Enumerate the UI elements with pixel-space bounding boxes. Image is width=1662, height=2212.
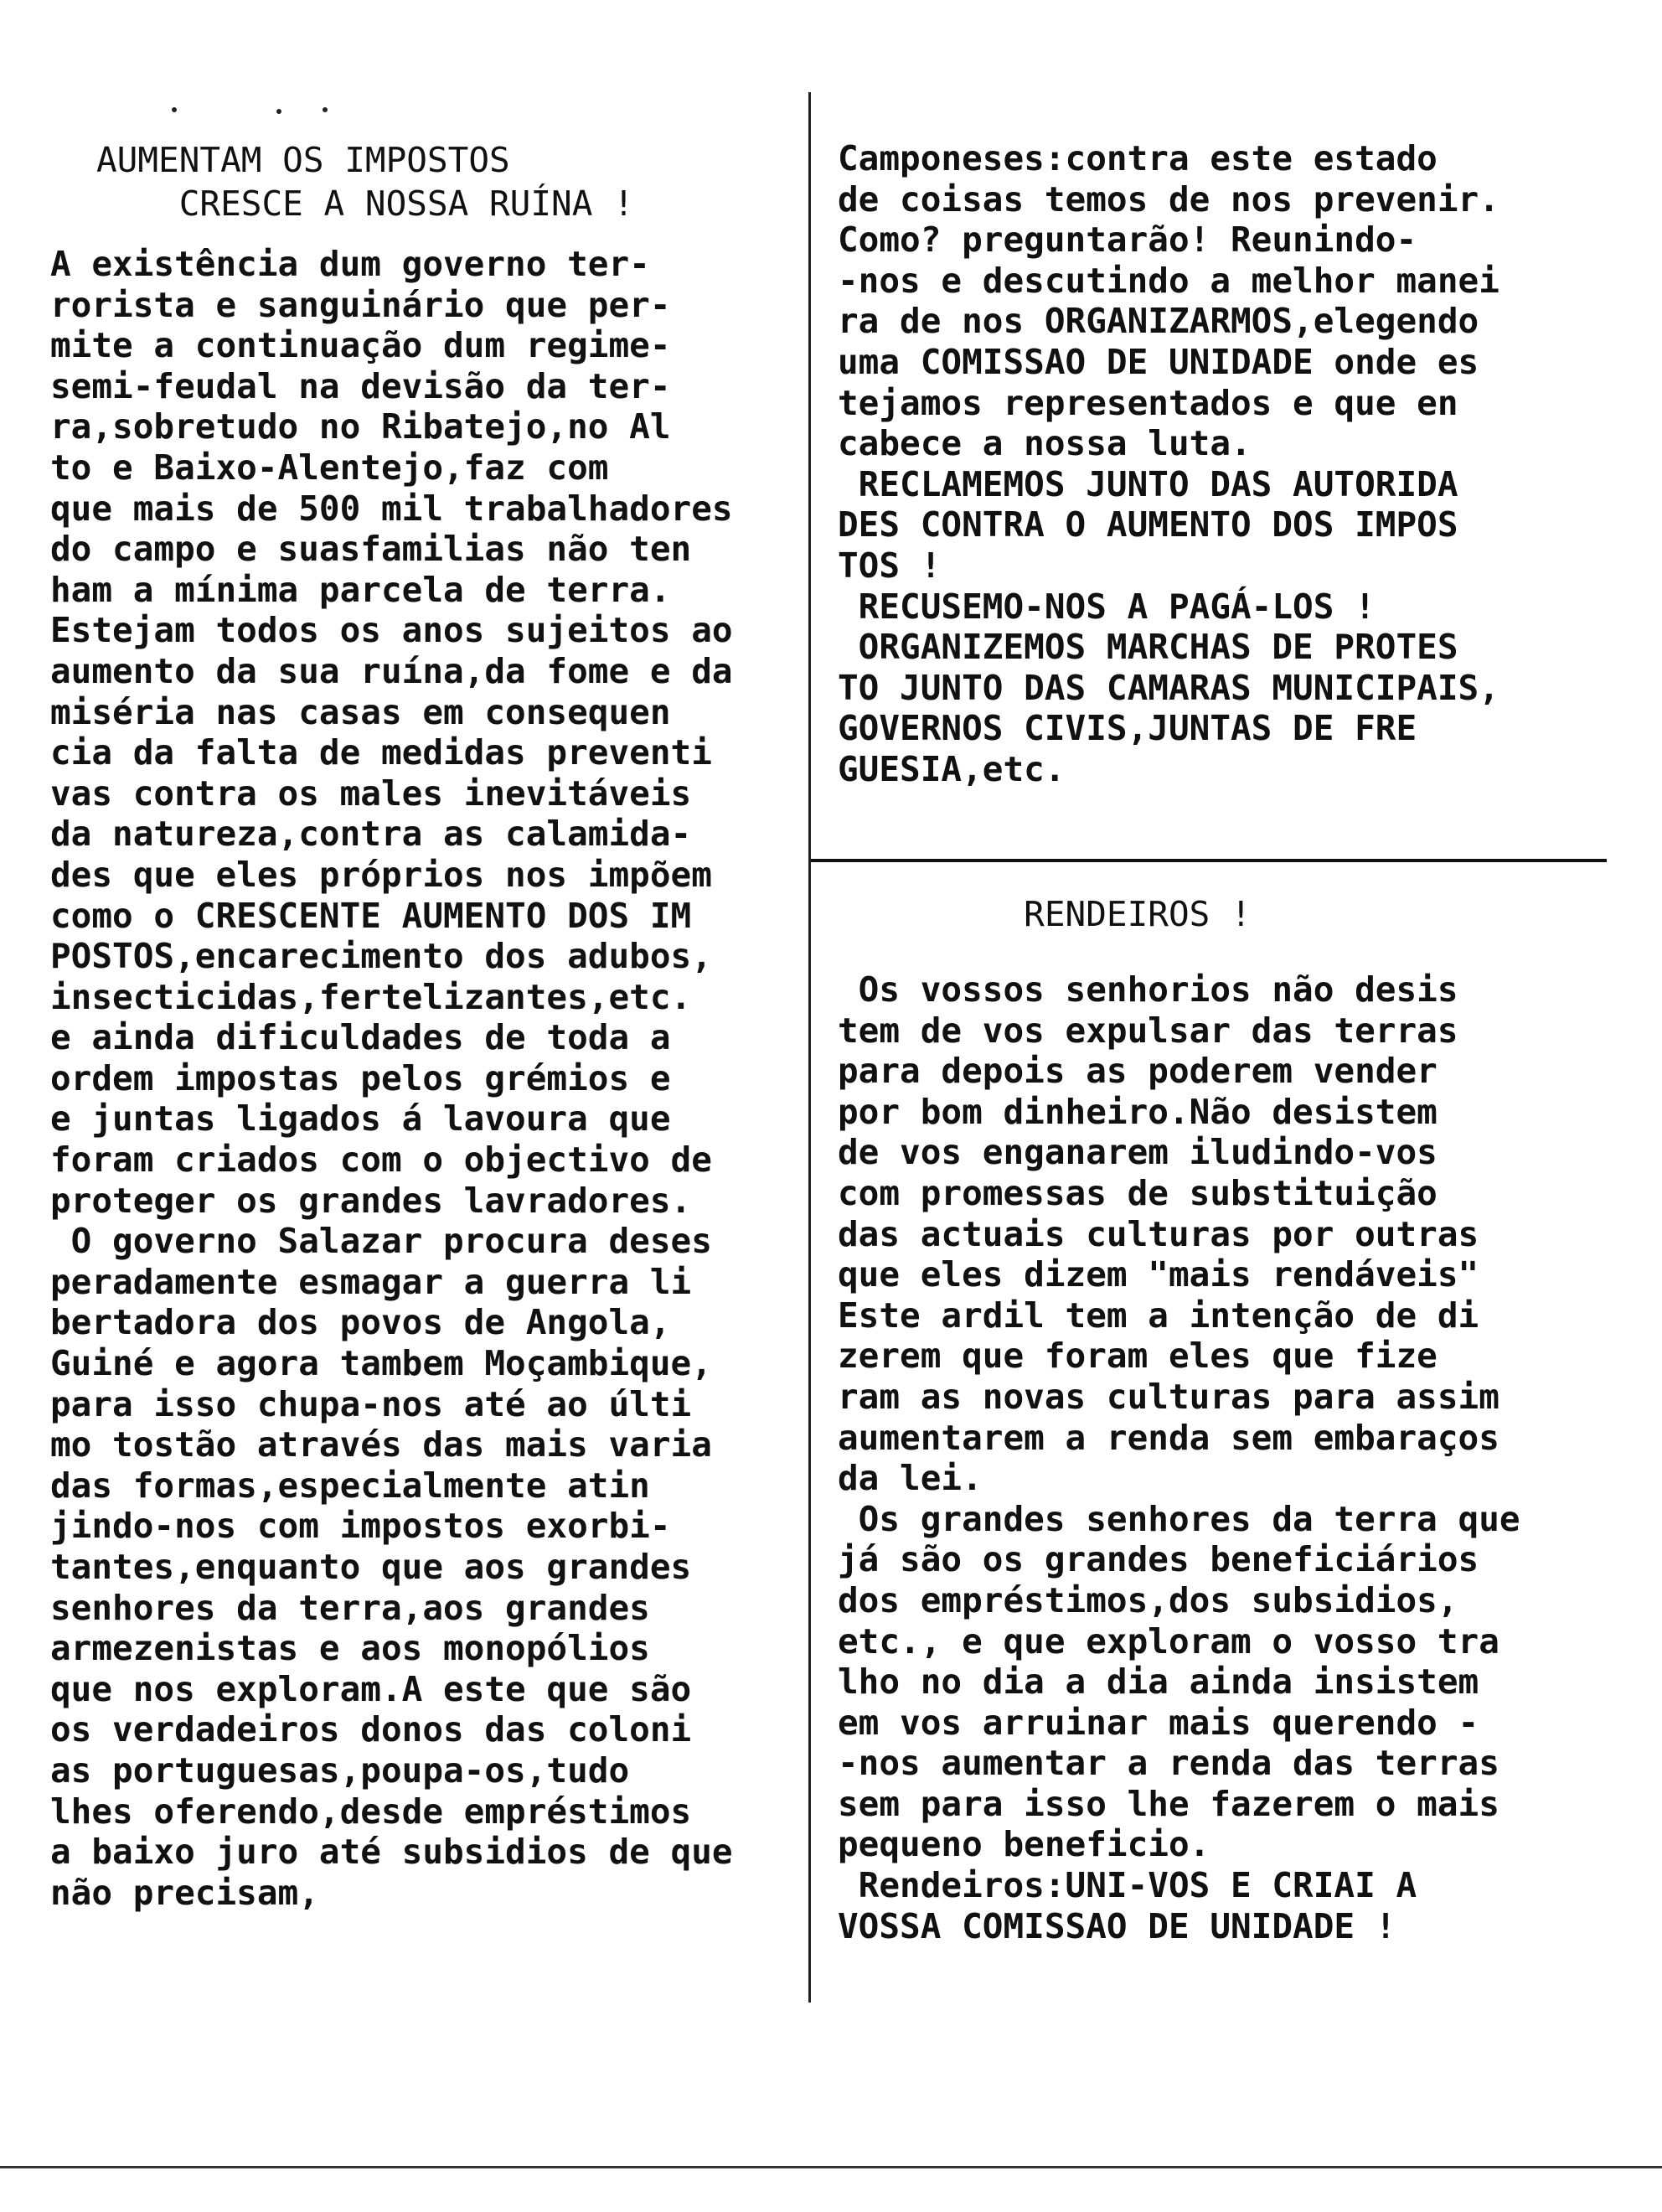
text-line: ram as novas culturas para assim xyxy=(838,1376,1499,1417)
text-line: cabece a nossa luta. xyxy=(838,423,1252,464)
text-line: vas contra os males inevitáveis xyxy=(50,773,692,814)
text-line: da lei. xyxy=(838,1458,983,1499)
text-line: to e Baixo-Alentejo,faz com xyxy=(50,447,609,488)
text-line: tem de vos expulsar das terras xyxy=(838,1010,1458,1051)
text-line: senhores da terra,aos grandes xyxy=(50,1587,650,1628)
left-article-body xyxy=(50,244,808,1913)
section-divider xyxy=(811,859,1607,862)
text-line: e ainda dificuldades de toda a xyxy=(50,1017,671,1058)
text-line: aumento da sua ruína,da fome e da xyxy=(50,650,733,691)
text-line: A existência dum governo ter- xyxy=(50,244,650,284)
text-line: des que eles próprios nos impõem xyxy=(50,854,712,895)
column-divider xyxy=(808,92,811,2003)
text-line: proteger os grandes lavradores. xyxy=(50,1180,692,1221)
text-line: miséria nas casas em consequen xyxy=(50,691,671,732)
text-line: que eles dizem "mais rendáveis" xyxy=(838,1254,1479,1295)
left-heading-line-1: AUMENTAM OS IMPOSTOS xyxy=(96,140,510,180)
text-line: ra,sobretudo no Ribatejo,no Al xyxy=(50,406,671,447)
text-line: uma COMISSAO DE UNIDADE onde es xyxy=(838,341,1479,382)
right-bottom-article-body xyxy=(838,969,1592,1946)
text-line: rorista e sanguinário que per- xyxy=(50,284,671,325)
text-line: lhes oferendo,desde empréstimos xyxy=(50,1791,692,1832)
text-line: já são os grandes beneficiários xyxy=(838,1539,1479,1580)
text-line: GUESIA,etc. xyxy=(838,748,1066,789)
text-line: cia da falta de medidas preventi xyxy=(50,732,712,773)
text-line: sem para isso lhe fazerem o mais xyxy=(838,1783,1499,1824)
text-line: jindo-nos com impostos exorbi- xyxy=(50,1506,671,1547)
text-line: O governo Salazar procura deses xyxy=(50,1221,712,1262)
text-line: Camponeses:contra este estado xyxy=(838,138,1437,178)
text-line: lho no dia a dia ainda insistem xyxy=(838,1662,1479,1703)
text-line: VOSSA COMISSAO DE UNIDADE ! xyxy=(838,1905,1396,1946)
text-line: RECLAMEMOS JUNTO DAS AUTORIDA xyxy=(838,463,1458,504)
text-line: semi-feudal na devisão da ter- xyxy=(50,365,671,406)
text-line: Rendeiros:UNI-VOS E CRIAI A xyxy=(838,1865,1417,1906)
text-line: que mais de 500 mil trabalhadores xyxy=(50,488,733,529)
text-line: Os vossos senhorios não desis xyxy=(838,969,1458,1010)
text-line: armezenistas e aos monopólios xyxy=(50,1628,650,1669)
text-line: ra de nos ORGANIZARMOS,elegendo xyxy=(838,301,1479,342)
text-line: de coisas temos de nos prevenir. xyxy=(838,178,1499,220)
text-line: POSTOS,encarecimento dos adubos, xyxy=(50,936,712,977)
text-line: ham a mínima parcela de terra. xyxy=(50,569,671,610)
text-line: zerem que foram eles que fize xyxy=(838,1336,1437,1377)
ink-speck xyxy=(172,107,177,112)
bottom-rule xyxy=(0,2166,1662,2168)
text-line: não precisam, xyxy=(50,1872,319,1913)
text-line: tantes,enquanto que aos grandes xyxy=(50,1547,692,1587)
text-line: foram criados com o objectivo de xyxy=(50,1140,712,1181)
text-line: de vos enganarem iludindo-vos xyxy=(838,1132,1437,1173)
text-line: etc., e que exploram o vosso tra xyxy=(838,1620,1499,1662)
text-line: aumentarem a renda sem embaraços xyxy=(838,1417,1499,1458)
text-line: Estejam todos os anos sujeitos ao xyxy=(50,610,733,651)
text-line: Os grandes senhores da terra que xyxy=(838,1498,1520,1539)
text-line: do campo e suasfamilias não ten xyxy=(50,529,692,570)
text-line: que nos exploram.A este que são xyxy=(50,1668,692,1709)
text-line: GOVERNOS CIVIS,JUNTAS DE FRE xyxy=(838,708,1417,749)
text-line: TO JUNTO DAS CAMARAS MUNICIPAIS, xyxy=(838,667,1499,708)
text-line: TOS ! xyxy=(838,545,942,586)
text-line: das actuais culturas por outras xyxy=(838,1213,1479,1254)
right-top-column xyxy=(838,138,1592,790)
text-line: ordem impostas pelos grémios e xyxy=(50,1057,671,1098)
text-line: e juntas ligados á lavoura que xyxy=(50,1098,671,1140)
ink-speck xyxy=(276,109,281,114)
text-line: em vos arruinar mais querendo - xyxy=(838,1702,1479,1743)
text-line: ORGANIZEMOS MARCHAS DE PROTES xyxy=(838,627,1458,668)
text-line: Este ardil tem a intenção de di xyxy=(838,1295,1479,1336)
left-column xyxy=(50,138,808,1913)
text-line: mo tostão através das mais varia xyxy=(50,1424,712,1465)
text-line: como o CRESCENTE AUMENTO DOS IM xyxy=(50,895,692,936)
text-line: tejamos representados e que en xyxy=(838,382,1458,423)
text-line: os verdadeiros donos das coloni xyxy=(50,1709,692,1750)
text-line: -nos aumentar a renda das terras xyxy=(838,1743,1499,1784)
text-line: insecticidas,fertelizantes,etc. xyxy=(50,976,692,1017)
text-line: dos empréstimos,dos subsidios, xyxy=(838,1579,1458,1620)
text-line: peradamente esmagar a guerra li xyxy=(50,1261,692,1302)
right-top-article-body xyxy=(838,138,1592,790)
text-line: da natureza,contra as calamida- xyxy=(50,814,692,855)
text-line: por bom dinheiro.Não desistem xyxy=(838,1091,1437,1132)
text-line: RECUSEMO-NOS A PAGÁ-LOS ! xyxy=(838,586,1376,627)
text-line: com promessas de substituição xyxy=(838,1172,1437,1213)
left-heading-line-2: CRESCE A NOSSA RUÍNA ! xyxy=(96,183,634,224)
text-line: as portuguesas,poupa-os,tudo xyxy=(50,1749,630,1791)
text-line: Guiné e agora tambem Moçambique, xyxy=(50,1343,712,1384)
text-line: bertadora dos povos de Angola, xyxy=(50,1302,671,1343)
text-line: DES CONTRA O AUMENTO DOS IMPOS xyxy=(838,504,1458,545)
text-line: a baixo juro até subsidios de que xyxy=(50,1832,733,1873)
text-line: para isso chupa-nos até ao últi xyxy=(50,1383,692,1424)
text-line: mite a continuação dum regime- xyxy=(50,325,671,366)
text-line: para depois as poderem vender xyxy=(838,1051,1437,1092)
rendeiros-heading: RENDEIROS ! xyxy=(838,894,1252,934)
text-line: das formas,especialmente atin xyxy=(50,1465,650,1506)
text-line: -nos e descutindo a melhor manei xyxy=(838,260,1499,301)
text-line: Como? preguntarão! Reunindo- xyxy=(838,220,1417,261)
ink-speck xyxy=(323,107,328,112)
text-line: pequeno beneficio. xyxy=(838,1824,1210,1865)
right-bottom-column xyxy=(838,892,1592,1946)
